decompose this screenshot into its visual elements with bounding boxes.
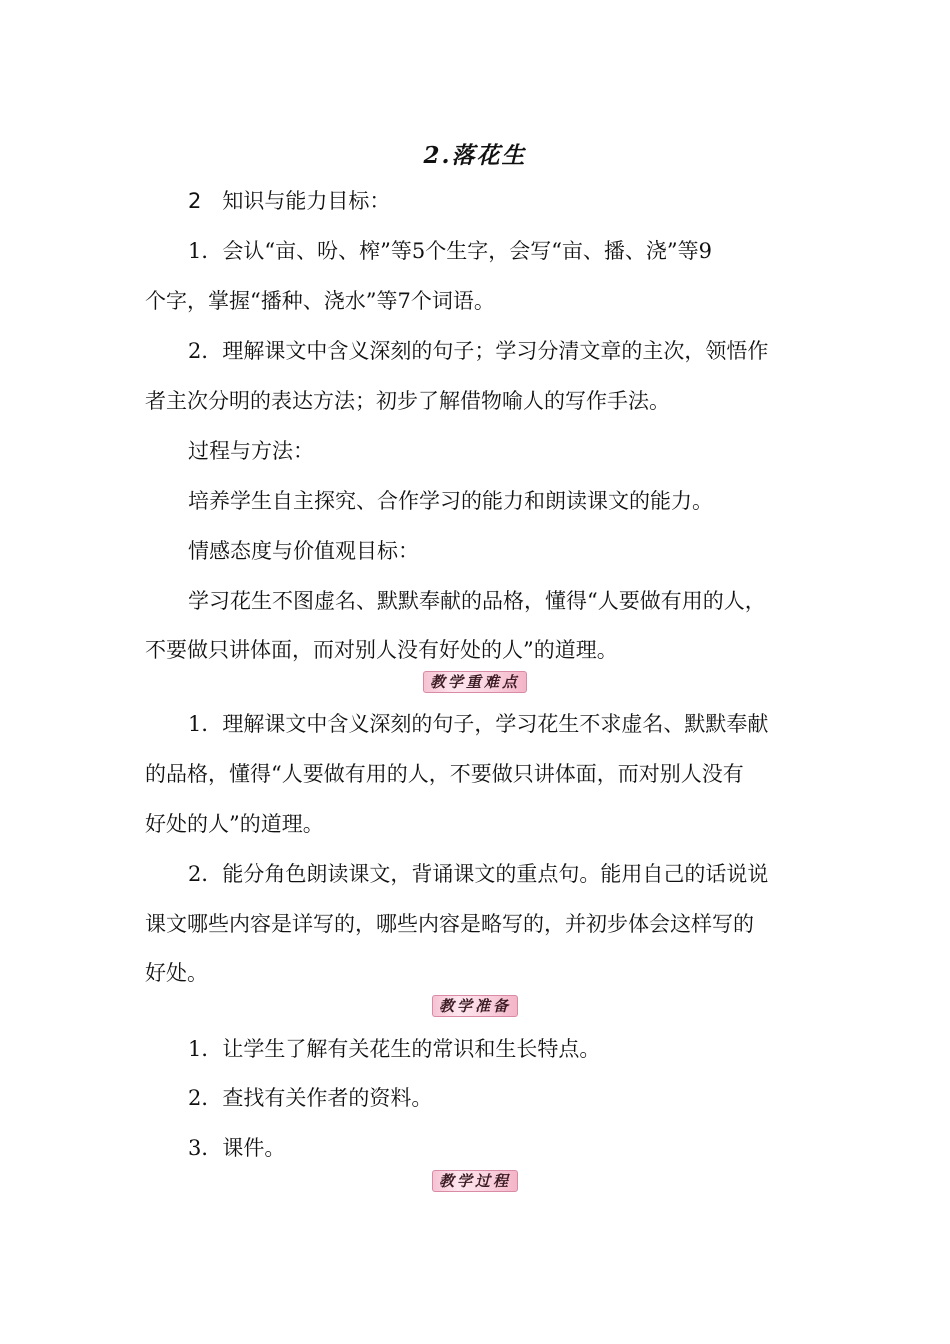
- objective-item-1-line-2: 个字，掌握“播种、浇水”等7个词语。: [145, 289, 495, 313]
- key-point-2-line-1: 2．能分角色朗读课文，背诵课文的重点句。能用自己的话说说: [188, 862, 769, 886]
- key-point-1-line-2: 的品格，懂得“人要做有用的人，不要做只讲体面，而对别人没有: [145, 762, 744, 786]
- objective-item-2-line-2: 者主次分明的表达方法；初步了解借物喻人的写作手法。: [145, 389, 670, 413]
- preparation-item-3: 3．课件。: [188, 1136, 286, 1160]
- emotion-values-line-2: 不要做只讲体面，而对别人没有好处的人”的道理。: [145, 638, 618, 662]
- objectives-heading: 2 知识与能力目标：: [188, 189, 391, 213]
- key-points-badge: [0, 671, 950, 695]
- key-points-badge-label: 教学重难点: [423, 671, 527, 693]
- preparation-badge-label: 教学准备: [432, 995, 518, 1017]
- key-point-1-line-1: 1．理解课文中含义深刻的句子，学习花生不求虚名、默默奉献: [188, 712, 769, 736]
- process-badge: [0, 1170, 950, 1194]
- key-point-2-line-2: 课文哪些内容是详写的，哪些内容是略写的，并初步体会这样写的: [145, 912, 754, 936]
- emotion-values-line-1: 学习花生不图虚名、默默奉献的品格，懂得“人要做有用的人，: [188, 589, 766, 613]
- process-badge-label: 教学过程: [432, 1170, 518, 1192]
- page-title: 2.落花生: [423, 142, 527, 169]
- process-method-text: 培养学生自主探究、合作学习的能力和朗读课文的能力。: [188, 489, 713, 513]
- key-point-1-line-3: 好处的人”的道理。: [145, 812, 324, 836]
- preparation-item-2: 2．查找有关作者的资料。: [188, 1086, 433, 1110]
- preparation-item-1: 1．让学生了解有关花生的常识和生长特点。: [188, 1037, 601, 1061]
- process-method-heading: 过程与方法：: [188, 439, 314, 463]
- preparation-badge: [0, 995, 950, 1019]
- emotion-values-heading: 情感态度与价值观目标：: [188, 539, 419, 563]
- objective-item-1-line-1: 1．会认“亩、吩、榨”等5个生字，会写“亩、播、浇”等9: [188, 239, 713, 263]
- key-point-2-line-3: 好处。: [145, 961, 208, 985]
- objective-item-2-line-1: 2．理解课文中含义深刻的句子；学习分清文章的主次，领悟作: [188, 339, 769, 363]
